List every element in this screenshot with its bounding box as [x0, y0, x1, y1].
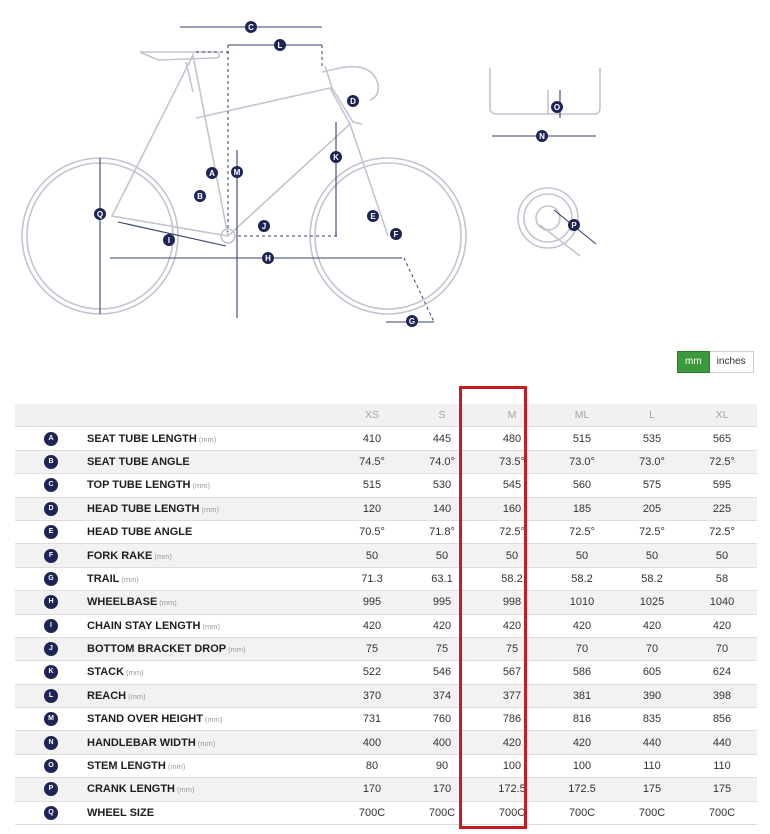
letter-e: E: [370, 212, 376, 221]
value-cell-s: 445: [407, 427, 477, 450]
value-cell-s: 63.1: [407, 567, 477, 590]
value-cell-ml: 73.0°: [547, 450, 617, 473]
value-cell-ml: 58.2: [547, 567, 617, 590]
value-cell-xl: 50: [687, 544, 757, 567]
letter-badge-cell: [15, 661, 87, 684]
value-cell-m: 567: [477, 661, 547, 684]
table-row: [15, 567, 757, 590]
measurement-label-cell: [87, 708, 337, 731]
value-cell-s: 400: [407, 731, 477, 754]
table-row: [15, 801, 757, 824]
letter-badge: L: [44, 689, 58, 703]
measurement-unit: (mm): [154, 551, 172, 561]
value-cell-l: 110: [617, 754, 687, 777]
measurement-label: REACH: [87, 689, 127, 702]
table-row: [15, 544, 757, 567]
value-cell-m: 480: [477, 427, 547, 450]
letter-badge: B: [44, 455, 58, 469]
value-cell-ml: 50: [547, 544, 617, 567]
value-cell-m: 377: [477, 684, 547, 707]
measurement-unit: (mm): [167, 762, 186, 772]
letter-badge: I: [44, 619, 58, 633]
measurement-unit: (mm): [202, 621, 220, 631]
value-cell-xs: 370: [337, 684, 407, 707]
letter-a: A: [209, 169, 215, 178]
value-cell-xs: 120: [337, 497, 407, 520]
letter-i: I: [167, 236, 171, 245]
letter-o: O: [553, 103, 561, 112]
letter-badge: Q: [44, 806, 58, 820]
letter-m: M: [233, 168, 241, 177]
measurement-unit: (mm): [204, 715, 223, 725]
value-cell-s: 50: [407, 544, 477, 567]
value-cell-ml: 515: [547, 427, 617, 450]
value-cell-xl: 175: [687, 778, 757, 801]
value-cell-l: 605: [617, 661, 687, 684]
table-row: [15, 520, 757, 543]
letter-h: H: [265, 254, 271, 263]
measurement-label-cell: [87, 544, 337, 567]
value-cell-xl: 58: [687, 567, 757, 590]
value-cell-xl: 1040: [687, 591, 757, 614]
measurement-label-cell: [87, 684, 337, 707]
table-row: [15, 778, 757, 801]
measurement-label-cell: [87, 661, 337, 684]
measurement-label: STACK: [87, 666, 125, 679]
measurement-label-cell: [87, 731, 337, 754]
value-cell-s: 995: [407, 591, 477, 614]
letter-badge-cell: [15, 637, 87, 660]
value-cell-s: 546: [407, 661, 477, 684]
table-row: [15, 754, 757, 777]
letter-badge-cell: [15, 427, 87, 450]
size-header-m: M: [477, 404, 547, 427]
value-cell-m: 998: [477, 591, 547, 614]
value-cell-m: 50: [477, 544, 547, 567]
value-cell-l: 72.5°: [617, 520, 687, 543]
value-cell-l: 835: [617, 708, 687, 731]
value-cell-m: 172.5: [477, 778, 547, 801]
measurement-label: STEM LENGTH: [87, 760, 166, 773]
measurement-label: HEAD TUBE ANGLE: [87, 526, 193, 539]
value-cell-s: 530: [407, 474, 477, 497]
value-cell-xl: 856: [687, 708, 757, 731]
value-cell-xs: 70.5°: [337, 520, 407, 543]
unit-toggle: [677, 351, 754, 373]
measurement-unit: (mm): [126, 668, 144, 678]
letter-badge: E: [44, 525, 58, 539]
value-cell-ml: 72.5°: [547, 520, 617, 543]
value-cell-xl: 70: [687, 637, 757, 660]
size-header-s: S: [407, 404, 477, 427]
value-cell-xs: 522: [337, 661, 407, 684]
table-row: [15, 591, 757, 614]
letter-c: C: [248, 23, 254, 32]
value-cell-ml: 185: [547, 497, 617, 520]
value-cell-ml: 420: [547, 614, 617, 637]
value-cell-ml: 700C: [547, 801, 617, 824]
table-row: [15, 684, 757, 707]
value-cell-m: 100: [477, 754, 547, 777]
value-cell-l: 390: [617, 684, 687, 707]
measurement-label: TRAIL: [87, 572, 120, 585]
size-header-xl: XL: [687, 404, 757, 427]
value-cell-m: 72.5°: [477, 520, 547, 543]
measurement-label: STAND OVER HEIGHT: [87, 713, 203, 726]
letter-badge-cell: [15, 520, 87, 543]
measurement-unit: (mm): [121, 574, 139, 584]
table-row: [15, 614, 757, 637]
measurement-label-cell: [87, 614, 337, 637]
letter-j: J: [261, 222, 267, 231]
value-cell-m: 700C: [477, 801, 547, 824]
value-cell-xs: 731: [337, 708, 407, 731]
value-cell-xs: 420: [337, 614, 407, 637]
measurement-label-cell: [87, 591, 337, 614]
letter-badge: G: [44, 572, 58, 586]
value-cell-l: 70: [617, 637, 687, 660]
letter-badge-cell: [15, 544, 87, 567]
letter-p: P: [571, 221, 577, 230]
bike-geometry-diagram: [0, 0, 770, 340]
value-cell-l: 1025: [617, 591, 687, 614]
letter-badge: K: [44, 665, 58, 679]
measurement-unit: (mm): [228, 645, 246, 655]
letter-badge-cell: [15, 591, 87, 614]
value-cell-xl: 700C: [687, 801, 757, 824]
value-cell-m: 58.2: [477, 567, 547, 590]
value-cell-xl: 72.5°: [687, 450, 757, 473]
letter-d: D: [350, 97, 356, 106]
letter-badge: P: [44, 782, 58, 796]
value-cell-ml: 1010: [547, 591, 617, 614]
letter-badge-cell: [15, 497, 87, 520]
size-header-ml: ML: [547, 404, 617, 427]
value-cell-xs: 71.3: [337, 567, 407, 590]
measurement-label: FORK RAKE: [87, 549, 153, 562]
size-header-xs: XS: [337, 404, 407, 427]
measurement-label: CHAIN STAY LENGTH: [87, 619, 201, 632]
measurement-unit: (mm): [201, 504, 219, 514]
measurement-label-cell: [87, 450, 337, 473]
value-cell-xl: 595: [687, 474, 757, 497]
letter-f: F: [393, 230, 399, 239]
measurement-label-cell: [87, 801, 337, 824]
value-cell-xs: 700C: [337, 801, 407, 824]
letter-badge: M: [44, 712, 58, 726]
value-cell-s: 760: [407, 708, 477, 731]
value-cell-xs: 75: [337, 637, 407, 660]
value-cell-m: 545: [477, 474, 547, 497]
value-cell-l: 700C: [617, 801, 687, 824]
value-cell-s: 374: [407, 684, 477, 707]
letter-badge-cell: [15, 731, 87, 754]
value-cell-ml: 816: [547, 708, 617, 731]
value-cell-xs: 50: [337, 544, 407, 567]
letter-l: L: [277, 41, 283, 50]
table-row: [15, 450, 757, 473]
measurement-label: WHEELBASE: [87, 596, 158, 609]
value-cell-l: 535: [617, 427, 687, 450]
letter-g: G: [408, 317, 416, 326]
value-cell-m: 160: [477, 497, 547, 520]
value-cell-l: 175: [617, 778, 687, 801]
letter-badge-cell: [15, 450, 87, 473]
letter-badge: F: [44, 549, 58, 563]
value-cell-s: 71.8°: [407, 520, 477, 543]
value-cell-ml: 420: [547, 731, 617, 754]
value-cell-s: 420: [407, 614, 477, 637]
value-cell-xl: 565: [687, 427, 757, 450]
value-cell-l: 205: [617, 497, 687, 520]
value-cell-xl: 398: [687, 684, 757, 707]
value-cell-m: 786: [477, 708, 547, 731]
letter-badge-cell: [15, 754, 87, 777]
value-cell-xs: 515: [337, 474, 407, 497]
measurement-label: WHEEL SIZE: [87, 806, 155, 819]
header-blank: [15, 404, 87, 427]
table-row: [15, 731, 757, 754]
value-cell-m: 73.5°: [477, 450, 547, 473]
table-row: [15, 708, 757, 731]
size-header-row: [15, 404, 757, 427]
value-cell-xl: 440: [687, 731, 757, 754]
value-cell-xs: 170: [337, 778, 407, 801]
measurement-unit: (mm): [177, 785, 195, 795]
value-cell-xl: 225: [687, 497, 757, 520]
value-cell-ml: 381: [547, 684, 617, 707]
letter-badge-cell: [15, 778, 87, 801]
letter-badge: N: [44, 736, 58, 750]
letter-k: K: [333, 153, 339, 162]
measurement-label-cell: [87, 427, 337, 450]
letter-badge: H: [44, 595, 58, 609]
table-row: [15, 427, 757, 450]
measurement-label: BOTTOM BRACKET DROP: [87, 643, 227, 656]
letter-badge-cell: [15, 614, 87, 637]
value-cell-s: 170: [407, 778, 477, 801]
value-cell-l: 420: [617, 614, 687, 637]
inches-toggle-button[interactable]: inches: [710, 352, 753, 372]
letter-badge: O: [44, 759, 58, 773]
table-row: [15, 474, 757, 497]
measurement-label: SEAT TUBE ANGLE: [87, 455, 190, 468]
measurement-label-cell: [87, 497, 337, 520]
value-cell-l: 575: [617, 474, 687, 497]
measurement-label-cell: [87, 474, 337, 497]
letter-n: N: [539, 132, 545, 141]
geometry-table-body: [15, 427, 757, 825]
value-cell-s: 140: [407, 497, 477, 520]
value-cell-m: 420: [477, 614, 547, 637]
measurement-label: HANDLEBAR WIDTH: [87, 736, 196, 749]
table-row: [15, 637, 757, 660]
measurement-unit: (mm): [197, 738, 216, 748]
value-cell-ml: 100: [547, 754, 617, 777]
header-blank: [87, 404, 337, 427]
value-cell-ml: 172.5: [547, 778, 617, 801]
measurement-label-cell: [87, 754, 337, 777]
value-cell-s: 90: [407, 754, 477, 777]
letter-badge-cell: [15, 567, 87, 590]
value-cell-l: 50: [617, 544, 687, 567]
letter-badge: A: [44, 432, 58, 446]
value-cell-m: 420: [477, 731, 547, 754]
value-cell-xl: 624: [687, 661, 757, 684]
value-cell-xs: 410: [337, 427, 407, 450]
letter-badge: J: [44, 642, 58, 656]
value-cell-l: 58.2: [617, 567, 687, 590]
value-cell-ml: 70: [547, 637, 617, 660]
table-row: [15, 661, 757, 684]
table-row: [15, 497, 757, 520]
value-cell-l: 73.0°: [617, 450, 687, 473]
value-cell-xs: 995: [337, 591, 407, 614]
measurement-label-cell: [87, 637, 337, 660]
value-cell-s: 75: [407, 637, 477, 660]
measurement-label-cell: [87, 778, 337, 801]
value-cell-s: 74.0°: [407, 450, 477, 473]
measurement-unit: (mm): [198, 434, 217, 444]
value-cell-ml: 560: [547, 474, 617, 497]
letter-badge-cell: [15, 474, 87, 497]
value-cell-xl: 72.5°: [687, 520, 757, 543]
measurement-unit: (mm): [128, 691, 146, 701]
letter-badge-cell: [15, 801, 87, 824]
value-cell-xs: 400: [337, 731, 407, 754]
letter-badge-cell: [15, 684, 87, 707]
size-header-l: L: [617, 404, 687, 427]
geometry-table: [15, 404, 757, 825]
letter-badge: D: [44, 502, 58, 516]
measurement-label: CRANK LENGTH: [87, 783, 175, 796]
letter-q: Q: [96, 210, 104, 219]
measurement-label: SEAT TUBE LENGTH: [87, 432, 197, 445]
measurement-label-cell: [87, 567, 337, 590]
letter-b: B: [197, 192, 203, 201]
measurement-label: TOP TUBE LENGTH: [87, 479, 191, 492]
value-cell-xs: 74.5°: [337, 450, 407, 473]
value-cell-l: 440: [617, 731, 687, 754]
measurement-label: HEAD TUBE LENGTH: [87, 502, 200, 515]
letter-badge-cell: [15, 708, 87, 731]
measurement-unit: (mm): [192, 481, 210, 491]
value-cell-xl: 420: [687, 614, 757, 637]
value-cell-xs: 80: [337, 754, 407, 777]
letter-badge: C: [44, 478, 58, 492]
measurement-unit: (mm): [159, 598, 177, 608]
measurement-label-cell: [87, 520, 337, 543]
value-cell-xl: 110: [687, 754, 757, 777]
value-cell-ml: 586: [547, 661, 617, 684]
value-cell-s: 700C: [407, 801, 477, 824]
mm-toggle-button[interactable]: mm: [677, 351, 710, 373]
value-cell-m: 75: [477, 637, 547, 660]
